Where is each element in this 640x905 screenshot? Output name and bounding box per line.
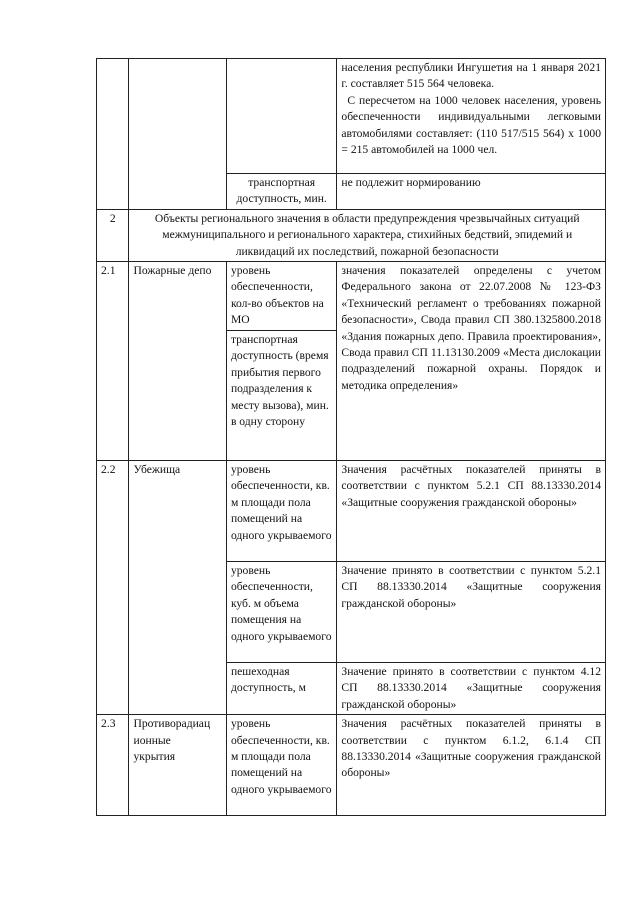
row-num: 2.1 <box>97 262 129 461</box>
row-num: 2.3 <box>97 715 129 816</box>
recalc-text: С пересчетом на 1000 человек населения, уровень обеспеченности индивидуальными легковыми автомобилями составляет: (110 517/515 564) х 1000 = 215 автомобилей на 1000 чел. <box>341 93 601 157</box>
row-value: Значение принято в соответствии с пунктом 4.12 СП 88.13330.2014 «Защитные сооружения гражданской обороны» <box>337 663 606 715</box>
row-num: 2.2 <box>97 461 129 715</box>
transport-value: не подлежит нормированию <box>337 174 606 210</box>
row-value: Значения расчётных показателей приняты в соответствии с пунктом 6.1.2, 6.1.4 СП 88.13330.2014 «Защитные сооружения гражданской обороны» <box>337 715 606 816</box>
row-name: Противорадиац ионные укрытия <box>129 715 226 816</box>
row-param: уровень обеспеченности, куб. м объема помещения на одного укрываемого <box>226 562 336 663</box>
section-title: Объекты регионального значения в области предупреждения чрезвычайных ситуаций межмуниципального и регионального характера, стихийных бедствий, эпидемий и ликвидаций их последствий, пожарной безопасности <box>129 209 606 261</box>
table-row <box>97 59 606 174</box>
cell-value-continued <box>337 59 606 174</box>
section-num: 2 <box>97 209 129 261</box>
row-value: Значение принято в соответствии с пунктом 5.2.1 СП 88.13330.2014 «Защитные сооружения гражданской обороны» <box>337 562 606 663</box>
population-text: населения республики Ингушетия на 1 января 2021 г. составляет 515 564 человека. <box>341 61 601 91</box>
table-row <box>97 262 606 331</box>
section-header-row <box>97 209 606 261</box>
norms-table <box>96 58 606 816</box>
row-param: уровень обеспеченности, кв. м площади пола помещений на одного укрываемого <box>226 461 336 562</box>
row-name: Убежища <box>129 461 226 715</box>
row-param: уровень обеспеченности, кол-во объектов на МО <box>226 262 336 331</box>
row-value: значения показателей определены с учетом Федерального закона от 22.07.2008 № 123-ФЗ «Технический регламент о требованиях пожарной безопасности», Свода правил СП 380.1325800.2018 «Здания пожарных депо. Правила проектирования», Свода правил СП 11.13130.2009 «Места дислокации подразделений пожарной охраны. Порядок и методика определения» <box>337 262 606 461</box>
row-param: уровень обеспеченности, кв. м площади пола помещений на одного укрываемого <box>226 715 336 816</box>
transport-param: транспортная доступность, мин. <box>226 174 336 210</box>
cell-num-continued <box>97 59 129 210</box>
cell-name-continued <box>129 59 226 210</box>
row-name: Пожарные депо <box>129 262 226 461</box>
row-param: пешеходная доступность, м <box>226 663 336 715</box>
cell-param-continued <box>226 59 336 174</box>
table-row <box>97 715 606 816</box>
row-param: транспортная доступность (время прибытия первого подразделения к месту вызова), мин. в одну сторону <box>226 331 336 461</box>
row-value: Значения расчётных показателей приняты в соответствии с пунктом 5.2.1 СП 88.13330.2014 «Защитные сооружения гражданской обороны» <box>337 461 606 562</box>
table-row <box>97 461 606 562</box>
